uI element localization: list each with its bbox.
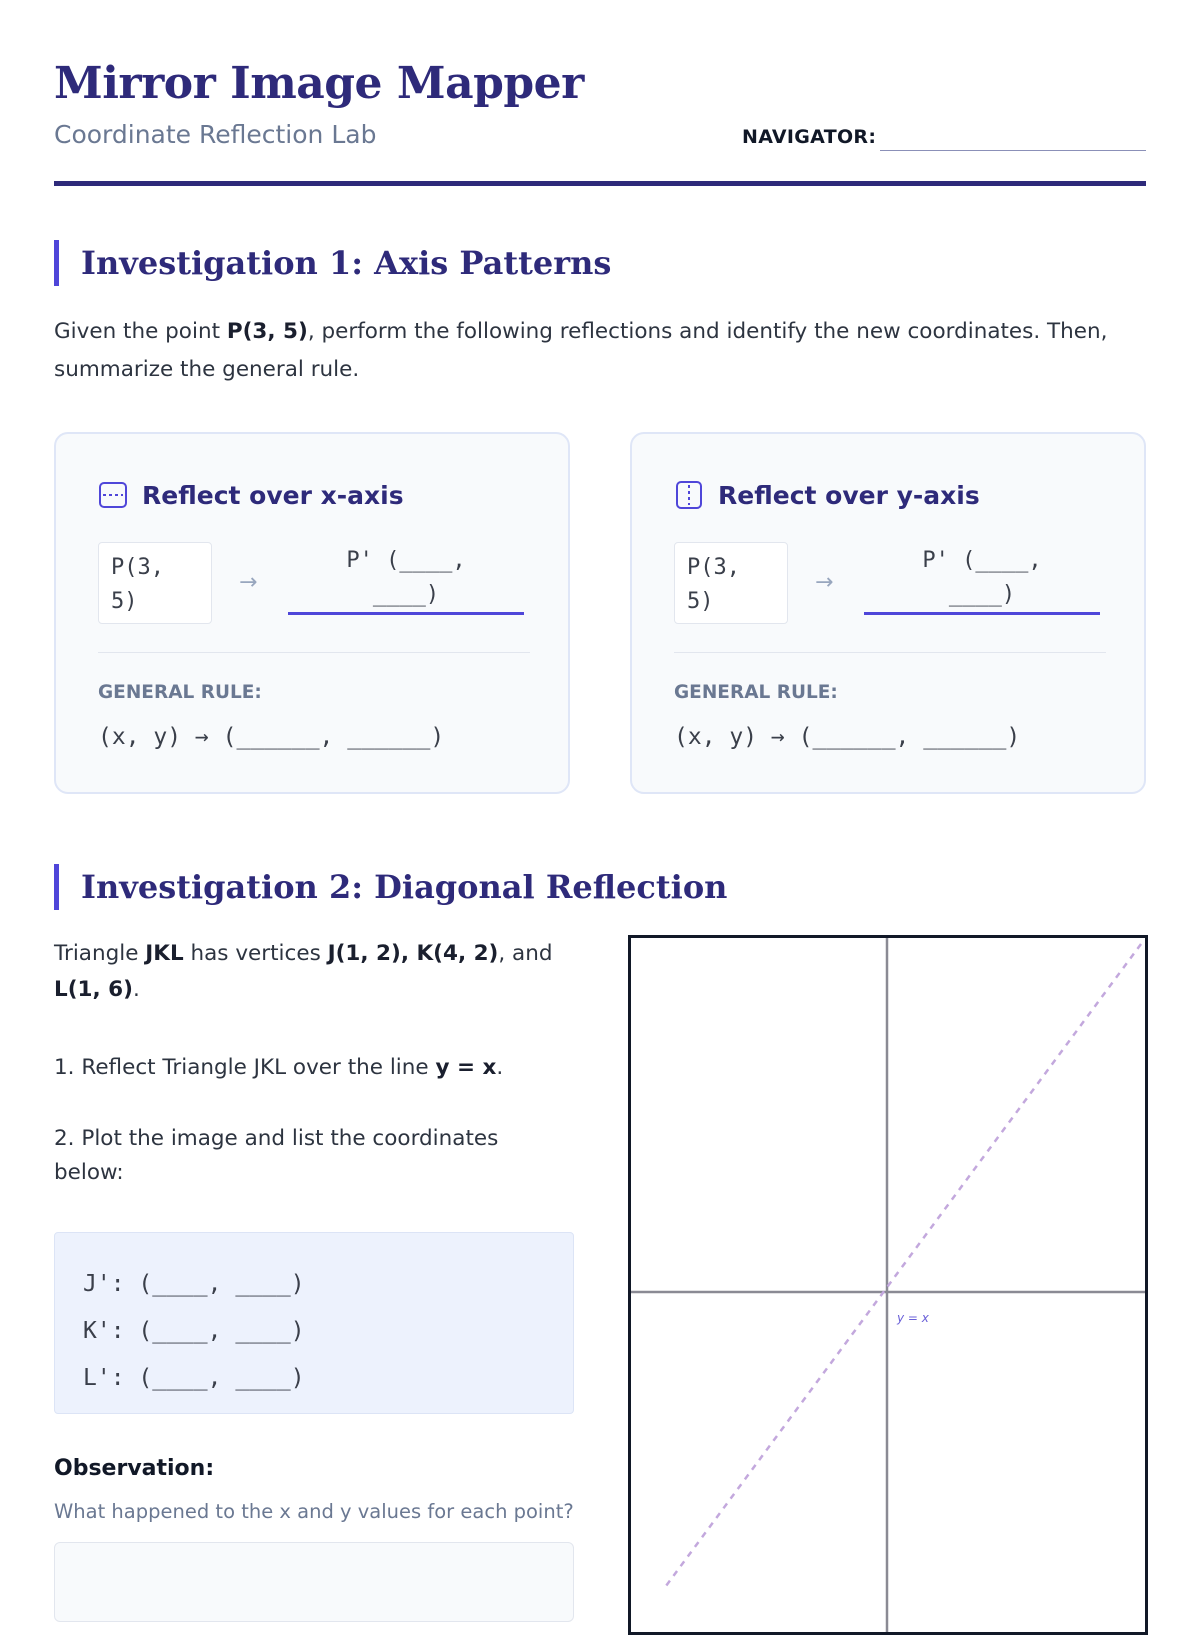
general-rule-label: GENERAL RULE: [98, 682, 262, 703]
reflect-x-axis-icon [98, 480, 128, 510]
reflect-y-axis-icon [674, 480, 704, 510]
reflect-y-axis-card [630, 432, 1146, 794]
investigation-1-heading: Investigation 1: Axis Patterns [54, 240, 611, 286]
observation-answer-field[interactable] [54, 1542, 574, 1622]
page-subtitle: Coordinate Reflection Lab [54, 120, 377, 149]
line-y-equals-x-label: y = x [897, 1311, 929, 1325]
j-prime-answer-field[interactable]: J': (____, ____) [83, 1271, 305, 1297]
investigation-1-intro: Given the point P(3, 5), perform the following reflections and identify the new coordinates. Then, summarize the general rule. [54, 319, 1108, 382]
general-rule-label: GENERAL RULE: [674, 682, 838, 703]
navigator-name-field[interactable] [880, 150, 1146, 151]
arrow-right-icon: → [239, 570, 258, 595]
reflect-x-axis-card [54, 432, 570, 794]
navigator-label: NAVIGATOR: [742, 126, 877, 148]
arrow-right-icon: → [815, 570, 834, 595]
original-point-box: P(3, 5) [98, 542, 212, 624]
l-prime-answer-field[interactable]: L': (____, ____) [83, 1365, 305, 1391]
card-title: Reflect over x-axis [98, 480, 404, 510]
k-prime-answer-field[interactable]: K': (____, ____) [83, 1318, 305, 1344]
page-title: Mirror Image Mapper [54, 58, 584, 109]
coordinate-plane [631, 938, 1145, 1632]
general-rule-answer-field[interactable]: (x, y) → (______, ______) [674, 724, 1021, 750]
observation-prompt: What happened to the x and y values for each point? [54, 1500, 574, 1523]
image-point-answer-field[interactable]: P' (____, ____) [864, 544, 1100, 615]
general-rule-answer-field[interactable]: (x, y) → (______, ______) [98, 724, 445, 750]
image-point-answer-field[interactable]: P' (____, ____) [288, 544, 524, 615]
coordinate-grid[interactable] [628, 935, 1148, 1635]
step-1-instruction: 1. Reflect Triangle JKL over the line y = x. [54, 1055, 504, 1080]
investigation-2-heading: Investigation 2: Diagonal Reflection [54, 864, 727, 910]
card-divider [674, 652, 1106, 653]
line-y-equals-x [663, 944, 1141, 1590]
step-2-instruction: 2. Plot the image and list the coordinates below: [54, 1126, 499, 1185]
card-title: Reflect over y-axis [674, 480, 980, 510]
image-coordinates-answer-box [54, 1232, 574, 1414]
observation-label: Observation: [54, 1456, 215, 1481]
header-divider [54, 181, 1146, 186]
original-point-box: P(3, 5) [674, 542, 788, 624]
card-divider [98, 652, 530, 653]
triangle-description: Triangle JKL has vertices J(1, 2), K(4, 2), and L(1, 6). [54, 941, 553, 1002]
